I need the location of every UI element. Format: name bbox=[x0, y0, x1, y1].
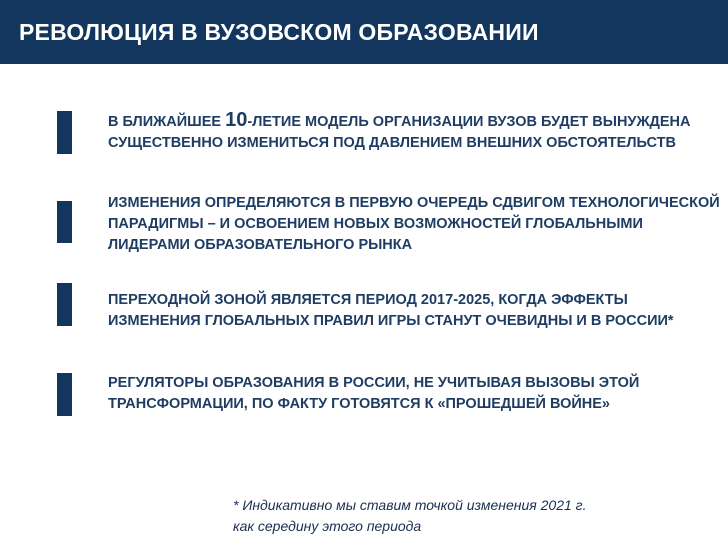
bullet-bar-2 bbox=[57, 201, 72, 243]
point-4: РЕГУЛЯТОРЫ ОБРАЗОВАНИЯ В РОССИИ, НЕ УЧИТЫВАЯ ВЫЗОВЫ ЭТОЙ ТРАНСФОРМАЦИИ, ПО ФАКТУ ГОТОВЯТСЯ К «ПРОШЕДШЕЙ ВОЙНЕ» bbox=[108, 375, 640, 412]
slide-title: РЕВОЛЮЦИЯ В ВУЗОВСКОМ ОБРАЗОВАНИИ bbox=[19, 18, 539, 45]
point-1-prefix: В БЛИЖАЙШЕЕ bbox=[108, 114, 226, 130]
footnote-line-2: как середину этого периода bbox=[233, 518, 422, 534]
footnote-line-1: * Индикативно мы ставим точкой изменения 2021 г. bbox=[233, 497, 587, 513]
point-1-suffix: -ЛЕТИЕ МОДЕЛЬ ОРГАНИЗАЦИИ ВУЗОВ БУДЕТ ВЫНУЖДЕНА СУЩЕСТВЕННО ИЗМЕНИТЬСЯ ПОД ДАВЛЕНИЕМ ВНЕШНИХ ОБСТОЯТЕЛЬСТВ bbox=[108, 114, 691, 151]
slide-header bbox=[0, 0, 728, 64]
bullet-bar-3 bbox=[57, 283, 72, 326]
bullet-bar-4 bbox=[57, 373, 72, 416]
point-3: ПЕРЕХОДНОЙ ЗОНОЙ ЯВЛЯЕТСЯ ПЕРИОД 2017-2025, КОГДА ЭФФЕКТЫ ИЗМЕНЕНИЯ ГЛОБАЛЬНЫХ ПРАВИЛ ИГРЫ СТАНУТ ОЧЕВИДНЫ И В РОССИИ* bbox=[108, 292, 674, 329]
point-1 bbox=[108, 110, 720, 154]
footnote bbox=[233, 495, 713, 537]
point-1-number: 10 bbox=[225, 109, 248, 131]
bullet-bar-1 bbox=[57, 111, 72, 154]
point-2: ИЗМЕНЕНИЯ ОПРЕДЕЛЯЮТСЯ В ПЕРВУЮ ОЧЕРЕДЬ СДВИГОМ ТЕХНОЛОГИЧЕСКОЙ ПАРАДИГМЫ – И ОСВОЕНИЕМ НОВЫХ ВОЗМОЖНОСТЕЙ ГЛОБАЛЬНЫМИ ЛИДЕРАМИ ОБРАЗОВАТЕЛЬНОГО РЫНКА bbox=[108, 195, 720, 253]
